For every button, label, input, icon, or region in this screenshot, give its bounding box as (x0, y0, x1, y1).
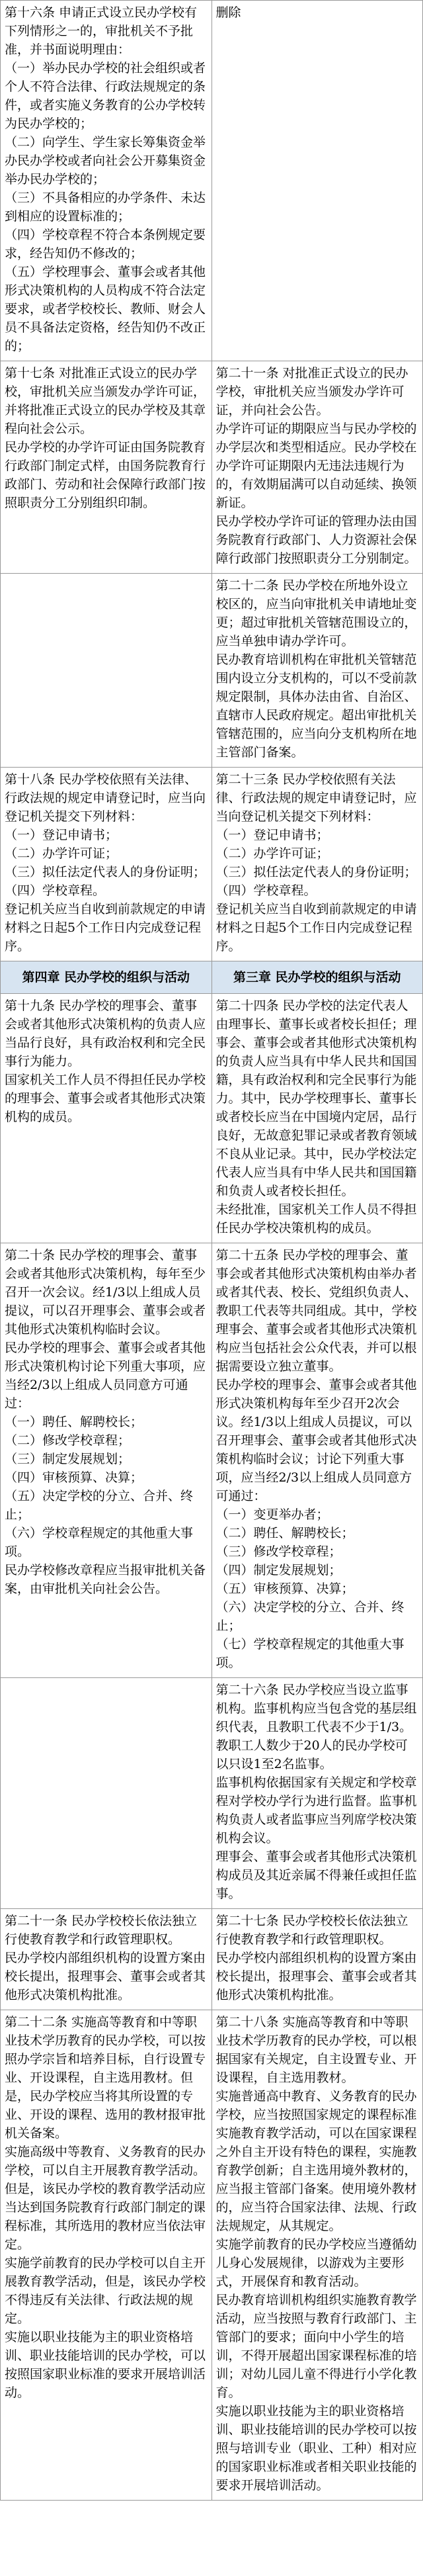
clause-paragraph: （四）学校章程。 (215, 883, 317, 898)
clause-paragraph: （五）审核预算、决算； (215, 1581, 354, 1596)
clause-paragraph: 实施普通高中教育、义务教育的民办学校，应当按照国家规定的课程标准实施教育教学活动，可以在国家课程之外自主开设有特色的课程，实施教育教学创新；自主选用境外教材的，应当报主管部门备案。使用境外教材的，应当符合国家法律、法规、行政法规规定，从其规定。 (215, 2089, 417, 2233)
clause-paragraph: 实施高级中等教育、义务教育的民办学校，可以自主开展教育教学活动。但是，该民办学校的教育教学活动应当达到国务院教育行政部门制定的课程标准，其所选用的教材应当依法审定。 (5, 2145, 206, 2252)
comparison-row (1, 1678, 423, 1909)
new-text-cell (212, 1909, 423, 2010)
clause-paragraph: 第二十二条 实施高等教育和中等职业技术学历教育的民办学校，可以按照办学宗旨和培养目标，自行设置专业、开设课程，自主选用教材。但是，民办学校应当将其所设置的专业、开设的课程、选用的教材报审批机关备案。 (5, 2015, 206, 2141)
clause-paragraph: （二）向学生、学生家长筹集资金举办民办学校或者向社会公开募集资金举办民办学校的； (5, 135, 206, 187)
comparison-row (1, 574, 423, 768)
clause-paragraph: 民办学校的办学许可证由国务院教育行政部门制定式样，由国务院教育行政部门、劳动和社会保障行政部门按照职责分工分别组织印制。 (5, 440, 206, 510)
clause-paragraph: 第十八条 民办学校依照有关法律、行政法规的规定申请登记时，应当向登记机关提交下列材料： (5, 772, 206, 824)
comparison-row (1, 768, 423, 961)
clause-paragraph: 第二十条 民办学校的理事会、董事会或者其他形式决策机构，每年至少召开一次会议。经1/3以上组成人员提议，可以召开理事会、董事会或者其他形式决策机构临时会议。 (5, 1248, 206, 1337)
clause-paragraph: 第二十二条 民办学校在所地外设立校区的，应当向审批机关申请地址变更；超过审批机关管辖范围设立的，应当单独申请办学许可。 (215, 578, 417, 648)
new-text-cell (212, 994, 423, 1243)
chapter-title-right: 第三章 民办学校的组织与活动 (212, 961, 423, 994)
clause-paragraph: 实施以职业技能为主的职业资格培训、职业技能培训的民办学校，可以按照国家职业标准的要求开展培训活动。 (5, 2330, 206, 2400)
clause-paragraph: （五）决定学校的分立、合并、终止； (5, 1489, 194, 1522)
clause-paragraph: （三）修改学校章程； (215, 1544, 342, 1559)
clause-paragraph: 民办教育培训机构在审批机关管辖范围内设立分支机构的，可以不受前款规定限制，具体办法由省、自治区、直辖市人民政府规定。超出审批机关管辖范围的，应当向分支机构所在地主管部门备案。 (215, 652, 417, 760)
comparison-row (1, 361, 423, 574)
clause-paragraph: （四）审核预算、决算； (5, 1470, 143, 1485)
new-text-cell (212, 2010, 423, 2501)
old-text-cell (1, 1909, 212, 2010)
clause-paragraph: 民办学校内部组织机构的设置方案由校长提出，报理事会、董事会或者其他形式决策机构批准。 (5, 1951, 206, 2002)
clause-paragraph: 实施学前教育的民办学校可以自主开展教育教学活动，但是，该民办学校不得违反有关法律、行政法规的规定。 (5, 2256, 206, 2326)
clause-paragraph: （三）不具备相应的办学条件、未达到相应的设置标准的； (5, 191, 206, 224)
old-text-cell (1, 1243, 212, 1678)
clause-paragraph: 办学许可证的期限应当与民办学校的办学层次和类型相适应。民办学校在办学许可证期限内无违法违规行为的，有效期届满可以自动延续、换领新证。 (215, 422, 417, 510)
new-text-cell (212, 1, 423, 361)
clause-paragraph: 删除 (215, 5, 241, 20)
clause-paragraph: 民办教育培训机构组织实施教育教学活动，应当按照与教育行政部门、主管部门的要求；面向中小学生的培训，不得开展超出国家课程标准的培训；对幼儿园儿童不得进行小学化教育。 (215, 2293, 417, 2400)
comparison-row (1, 1, 423, 361)
clause-paragraph: （四）制定发展规划； (215, 1563, 342, 1577)
clause-paragraph: （六）学校章程规定的其他重大事项。 (5, 1526, 194, 1559)
clause-paragraph: 第二十三条 民办学校依照有关法律、行政法规的规定申请登记时，应当向登记机关提交下列材料： (215, 772, 417, 824)
clause-paragraph: 第二十六条 民办学校应当设立监事机构。监事机构应当包含党的基层组织代表，且教职工代表不少于1/3。教职工人数少于20人的民办学校可以只设1至2名监事。 (215, 1683, 417, 1771)
comparison-row (1, 1243, 423, 1678)
clause-paragraph: （二）办学许可证； (5, 846, 118, 861)
clause-paragraph: （五）学校理事会、董事会或者其他形式决策机构的人员构成不符合法定要求，或者学校校长、教师、财会人员不具备法定资格，经告知仍不改正的； (5, 265, 206, 353)
clause-paragraph: （一）聘任、解聘校长； (5, 1415, 143, 1429)
clause-paragraph: （三）制定发展规划； (5, 1452, 131, 1466)
comparison-row (1, 1909, 423, 2010)
clause-paragraph: 实施学前教育的民办学校应当遵循幼儿身心发展规律，以游戏为主要形式，开展保育和教育活动。 (215, 2237, 417, 2289)
old-text-cell (1, 2010, 212, 2501)
clause-paragraph: 实施以职业技能为主的职业资格培训、职业技能培训的民办学校可以按照与培训专业（职业、工种）相对应的国家职业标准或者相关职业技能的要求开展培训活动。 (215, 2404, 417, 2493)
clause-paragraph: （七）学校章程规定的其他重大事项。 (215, 1637, 404, 1670)
clause-paragraph: 第十九条 民办学校的理事会、董事会或者其他形式决策机构的负责人应当品行良好，具有政治权利和完全民事行为能力。 (5, 999, 206, 1069)
old-text-cell (1, 768, 212, 961)
old-text-cell (1, 994, 212, 1243)
old-text-cell (1, 1678, 212, 1909)
clause-paragraph: （一）变更举办者； (215, 1507, 329, 1522)
chapter-title-left: 第四章 民办学校的组织与活动 (1, 961, 212, 994)
new-text-cell (212, 1678, 423, 1909)
clause-paragraph: 国家机关工作人员不得担任民办学校的理事会、董事会或者其他形式决策机构的成员。 (5, 1073, 206, 1124)
new-text-cell (212, 1243, 423, 1678)
clause-paragraph: （一）登记申请书； (215, 828, 329, 842)
old-text-cell (1, 574, 212, 768)
clause-paragraph: 民办学校的理事会、董事会或者其他形式决策机构每年至少召开2次会议。经1/3以上组成人员提议，可以召开理事会、董事会或者其他形式决策机构临时会议；讨论下列重大事项，应当经2/3以上组成人员同意方可通过： (215, 1378, 417, 1503)
clause-paragraph: （二）聘任、解聘校长； (215, 1526, 354, 1540)
clause-paragraph: 理事会、董事会或者其他形式决策机构成员及其近亲属不得兼任或担任监事。 (215, 1849, 417, 1901)
comparison-row (1, 2010, 423, 2501)
clause-paragraph: 民办学校修改章程应当报审批机关备案，由审批机关向社会公告。 (5, 1563, 206, 1596)
clause-paragraph: 第十七条 对批准正式设立的民办学校，审批机关应当颁发办学许可证，并将批准正式设立的民办学校及其章程向社会公示。 (5, 366, 206, 436)
clause-paragraph: （二）修改学校章程； (5, 1433, 131, 1448)
clause-paragraph: 登记机关应当自收到前款规定的申请材料之日起5个工作日内完成登记程序。 (5, 902, 206, 954)
comparison-row (1, 994, 423, 1243)
clause-paragraph: 监事机构依据国家有关规定和学校章程对学校办学行为进行监督。监事机构负责人或者监事应当列席学校决策机构会议。 (215, 1775, 417, 1845)
clause-paragraph: 民办学校办学许可证的管理办法由国务院教育行政部门、人力资源社会保障行政部门按照职责分工分别制定。 (215, 514, 417, 566)
clause-paragraph: 第二十四条 民办学校的法定代表人由理事长、董事长或者校长担任；理事会、董事会或者其他形式决策机构的负责人应当具有中华人民共和国国籍，具有政治权利和完全民事行为能力。其中，民办学校理事长、董事长或者校长应当在中国境内定居，品行良好，无故意犯罪记录或者教育领域不良从业记录。其中，民办学校法定代表人应当具有中华人民共和国国籍和负责人或者校长担任。 (215, 999, 417, 1198)
clause-paragraph: （一）登记申请书； (5, 828, 118, 842)
clause-paragraph: （二）办学许可证； (215, 846, 329, 861)
clause-paragraph: 民办学校的理事会、董事会或者其他形式决策机构讨论下列重大事项，应当经2/3以上组成人员同意方可通过： (5, 1341, 206, 1411)
clause-paragraph: 民办学校内部组织机构的设置方案由校长提出，报理事会、董事会或者其他形式决策机构批准。 (215, 1951, 417, 2002)
new-text-cell (212, 361, 423, 574)
clause-paragraph: （一）举办民办学校的社会组织或者个人不符合法律、行政法规规定的条件，或者实施义务教育的公办学校转为民办学校的； (5, 61, 206, 131)
old-text-cell (1, 1, 212, 361)
clause-paragraph: （四）学校章程。 (5, 883, 106, 898)
clause-paragraph: 第二十一条 民办学校校长依法独立行使教育教学和行政管理职权。 (5, 1914, 198, 1947)
old-text-cell (1, 361, 212, 574)
clause-paragraph: （四）学校章程不符合本条例规定要求，经告知仍不修改的； (5, 228, 206, 261)
clause-paragraph: 第二十五条 民办学校的理事会、董事会或者其他形式决策机构由举办者或者其代表、校长、党组织负责人、教职工代表等共同组成。其中，学校理事会、董事会或者其他形式决策机构应当包括社会公众代表，并可以根据需要设立独立董事。 (215, 1248, 417, 1374)
clause-paragraph: 登记机关应当自收到前款规定的申请材料之日起5个工作日内完成登记程序。 (215, 902, 417, 954)
clause-paragraph: 第二十一条 对批准正式设立的民办学校，审批机关应当颁发办学许可证，并向社会公告。 (215, 366, 408, 418)
clause-paragraph: 未经批准，国家机关工作人员不得担任民办学校决策机构的成员。 (215, 1202, 417, 1235)
new-text-cell (212, 574, 423, 768)
new-text-cell (212, 768, 423, 961)
clause-paragraph: 第十六条 申请正式设立民办学校有下列情形之一的，审批机关不予批准，并书面说明理由： (5, 5, 198, 57)
clause-paragraph: 第二十八条 实施高等教育和中等职业技术学历教育的民办学校，可以根据国家有关规定，自主设置专业、开设课程，自主选用教材。 (215, 2015, 417, 2085)
clause-paragraph: 第二十七条 民办学校校长依法独立行使教育教学和行政管理职权。 (215, 1914, 408, 1947)
clause-paragraph: （三）拟任法定代表人的身份证明； (5, 865, 206, 879)
clause-paragraph: （六）决定学校的分立、合并、终止； (215, 1600, 404, 1633)
chapter-heading-row (1, 961, 423, 994)
clause-paragraph: （三）拟任法定代表人的身份证明； (215, 865, 417, 879)
